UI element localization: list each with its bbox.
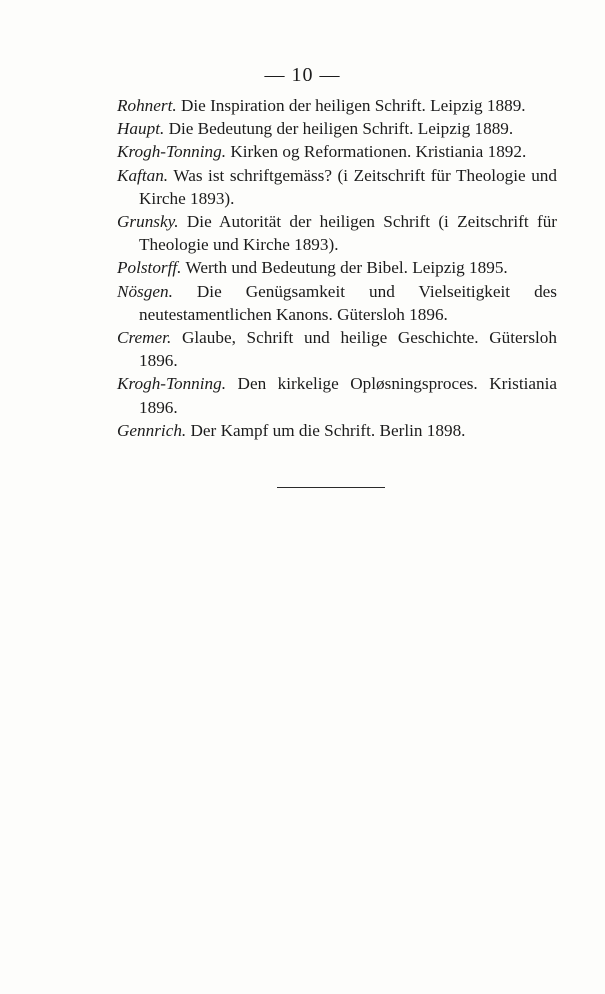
entry-author: Grunsky.: [117, 212, 179, 232]
section-divider: [277, 487, 385, 488]
entry-text: Die Genügsamkeit und Vielseitigkeit des neutestamentlichen Kanons. Gütersloh 1896.: [139, 281, 557, 324]
entry-author: Krogh-Tonning.: [117, 142, 227, 162]
entry-author: Gennrich.: [117, 420, 187, 440]
entry-text: Kirken og Reformationen. Kristiania 1892.: [230, 142, 527, 162]
bibliography-list: [117, 94, 557, 442]
bibliography-entry: [117, 117, 557, 140]
bibliography-entry: [117, 280, 557, 326]
entry-author: Rohnert.: [117, 96, 177, 115]
bibliography-entry: [117, 256, 557, 279]
entry-text: Die Autorität der heiligen Schrift (i Zeitschrift für Theologie und Kirche 1893).: [139, 212, 558, 255]
entry-author: Kaftan.: [117, 165, 169, 185]
bibliography-entry: [117, 210, 557, 256]
entry-author: Haupt.: [117, 119, 165, 139]
entry-text: Die Inspiration der heiligen Schrift. Leipzig 1889.: [180, 96, 526, 115]
entry-author: Nösgen.: [117, 281, 173, 301]
entry-text: Der Kampf um die Schrift. Berlin 1898.: [190, 420, 466, 440]
bibliography-entry: [117, 326, 557, 372]
bibliography-entry: [117, 372, 557, 418]
entry-text: Glaube, Schrift und heilige Geschichte. Gütersloh 1896.: [139, 328, 557, 371]
entry-author: Krogh-Tonning.: [117, 374, 227, 394]
entry-author: Polstorff.: [117, 258, 182, 278]
entry-author: Cremer.: [117, 328, 172, 348]
bibliography-entry: [117, 140, 557, 163]
page-number: — 10 —: [264, 64, 341, 86]
bibliography-entry: [117, 419, 557, 442]
entry-text: Die Bedeutung der heiligen Schrift. Leipzig 1889.: [168, 119, 514, 139]
bibliography-entry: [117, 164, 557, 210]
entry-text: Den kirkelige Opløsningsproces. Kristiania 1896.: [139, 374, 557, 417]
entry-text: Was ist schriftgemäss? (i Zeitschrift für Theologie und Kirche 1893).: [139, 165, 557, 208]
bibliography-entry: [117, 94, 557, 117]
entry-text: Werth und Bedeutung der Bibel. Leipzig 1895.: [185, 258, 508, 278]
